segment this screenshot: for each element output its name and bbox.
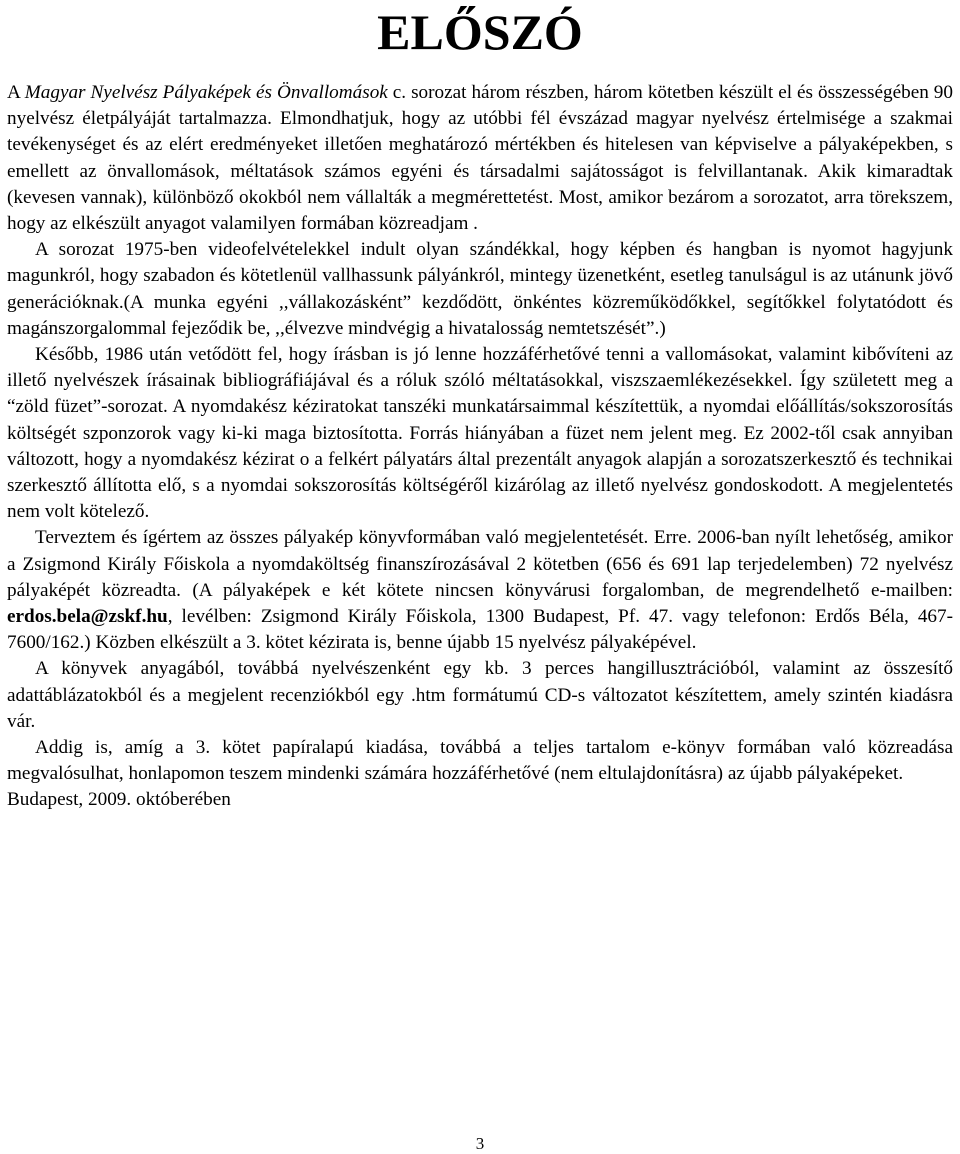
page-number: 3 — [475, 1134, 485, 1153]
paragraph-written-series — [7, 342, 953, 525]
text-segment: c. sorozat három részben, három kötetben készült el és összességében 90 nyelvész életpályáját tartalmazza. Elmondhatjuk, hogy az utóbbi fél évszázad magyar nyelvész értelmisége a szakmai tevékenységet és az elért eredményeket illetően meghatározó mértékben és hitelesen van képviselve a pályaképekben, s emellett az önvallomások, méltatások számos egyéni és társadalmi sajátosságot is felvillantanak. Akik kimaradtak (kevesen vannak), különböző okokból nem vállalták a megmérettetést. Most, amikor bezárom a sorozatot, arra törekszem, hogy az elkészült anyagot valamilyen formában közreadjam . — [7, 82, 953, 235]
document-body — [7, 80, 953, 814]
text-segment: Addig is, amíg a 3. kötet papíralapú kiadása, továbbá a teljes tartalom e-könyv formában való közreadása megvalósulhat, honlapomon teszem mindenki számára hozzáférhetővé (nem eltulajdonításra) az újabb pályaképeket. — [7, 737, 953, 785]
paragraph-cd-version — [7, 656, 953, 735]
text-segment: Terveztem és ígértem az összes pályakép könyvformában való megjelentetését. Erre. 2006-ban nyílt lehetőség, amikor a Zsigmond Király Főiskola a nyomdaköltség finanszírozásával 2 kötetben (656 és 691 lap terjedelemben) 72 nyelvész pályaképét közreadta. (A pályaképek e két kötete nincsen könyvárusi forgalomban, de megrendelhető e-mailben: — [7, 527, 953, 601]
email-address: erdos.bela@zskf.hu — [7, 606, 168, 628]
paragraph-online — [7, 735, 953, 787]
page-title: ELŐSZÓ — [377, 4, 583, 60]
text-segment: Később, 1986 után vetődött fel, hogy írásban is jó lenne hozzáférhetővé tenni a vallomásokat, valamint kibővíteni az illető nyelvészek írásainak bibliográfiájával és a róluk szóló méltatásokkal, viszszaemlékezésekkel. Így született meg a “zöld füzet”-sorozat. A nyomdakész kéziratokat tanszéki munkatársaimmal készítettük, a nyomdai előállítás/sokszorosítás költségét szponzorok vagy ki-ki maga biztosította. Forrás hiányában a füzet nem jelent meg. Ez 2002-től csak annyiban változott, hogy a nyomdakész kézirat o a felkért pályatárs által prezentált anyagok alapján a sorozatszerkesztő és technikai szerkesztő állította elő, s a nyomdai sokszorosítás költségéről kizárólag az illető nyelvész gondoskodott. A megjelentetés nem volt kötelező. — [7, 344, 953, 523]
text-segment: A — [7, 82, 25, 103]
text-segment: , levélben: Zsigmond Király Főiskola, 1300 Budapest, Pf. 47. vagy telefonon: Erdős Béla, 467-7600/162.) Közben elkészült a 3. kötet kézirata is, benne újabb 15 nyelvész pályaképével. — [7, 606, 953, 654]
text-segment: A könyvek anyagából, továbbá nyelvészenként egy kb. 3 perces hangillusztrációból, valamint az összesítő adattáblázatokból és a megjelent recenziókból egy .htm formátumú CD-s változatot készítettem, amely szintén kiadásra vár. — [7, 658, 953, 732]
text-segment: A sorozat 1975-ben videofelvételekkel indult olyan szándékkal, hogy képben és hangban is nyomot hagyjunk magunkról, hogy szabadon és kötetlenül vallhassunk pályánkról, mintegy üzenetként, esetleg tanulságul is az utánunk jövő generációknak.(A munka egyéni ,,vállakozásként” kezdődött, önkéntes közreműködőkkel, segítőkkel folytatódott és magánszorgalommal fejeződik be, ,,élvezve mindvégig a hivatalosság nemtetszését”.) — [7, 239, 953, 339]
paragraph-intro — [7, 80, 953, 237]
closing-line: Budapest, 2009. októberében — [7, 789, 231, 811]
series-title-italic: Magyar Nyelvész Pályaképek és Önvallomások — [24, 82, 388, 103]
paragraph-book-form — [7, 525, 953, 656]
paragraph-history — [7, 237, 953, 342]
